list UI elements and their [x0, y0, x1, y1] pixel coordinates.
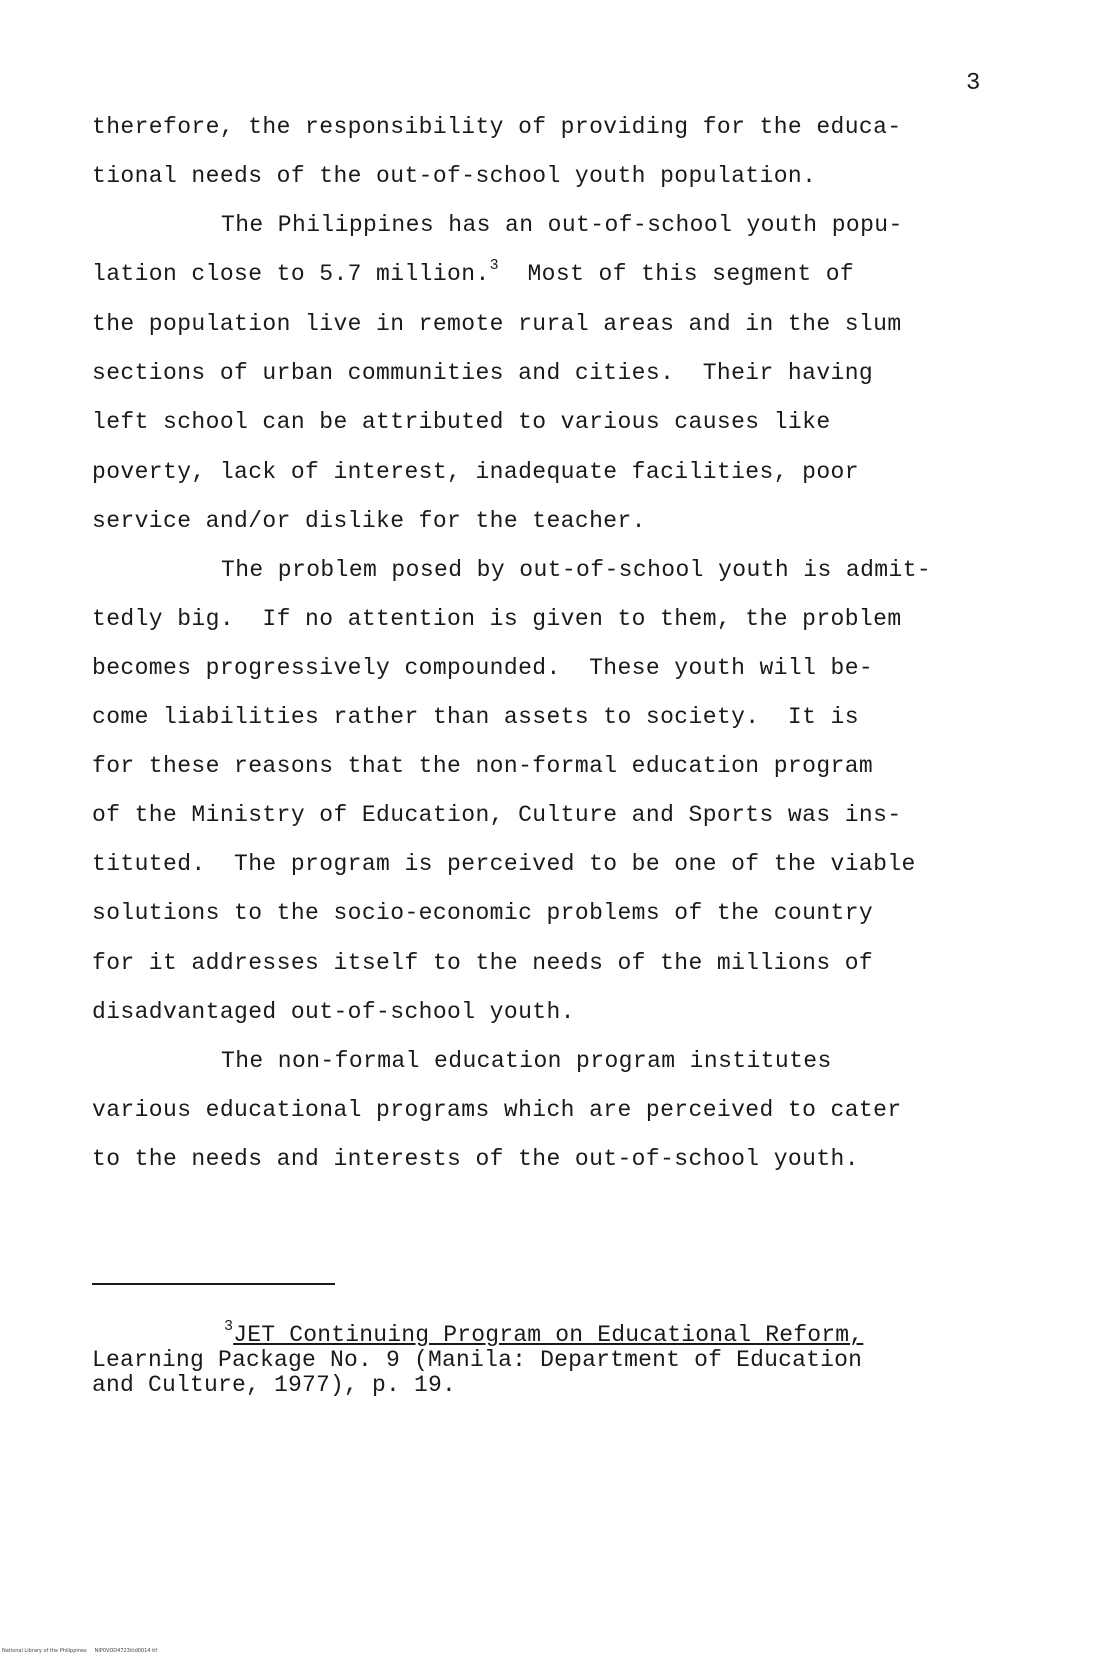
body-line: come liabilities rather than assets to society. It is: [92, 704, 859, 730]
body-line: service and/or dislike for the teacher.: [92, 508, 646, 534]
body-line: tedly big. If no attention is given to them, the problem: [92, 606, 902, 632]
body-line: left school can be attributed to various causes like: [92, 409, 831, 435]
body-line: of the Ministry of Education, Culture and Sports was ins-: [92, 802, 902, 828]
body-line: [92, 257, 855, 287]
body-line: becomes progressively compounded. These youth will be-: [92, 655, 874, 681]
paragraph-start-line: The Philippines has an out-of-school youth popu-: [221, 212, 903, 238]
scan-footer-label: National Library of the Philippines NIP0VOD4723itid0014 tif: [2, 1648, 158, 1654]
body-line: to the needs and interests of the out-of-school youth.: [92, 1146, 859, 1172]
body-line: various educational programs which are perceived to cater: [92, 1097, 902, 1123]
body-line: sections of urban communities and cities. Their having: [92, 360, 874, 386]
body-line: poverty, lack of interest, inadequate facilities, poor: [92, 459, 859, 485]
body-line: for it addresses itself to the needs of the millions of: [92, 950, 874, 976]
body-line: for these reasons that the non-formal education program: [92, 753, 874, 779]
body-line: tituted. The program is perceived to be one of the viable: [92, 851, 916, 877]
footnote-divider: [92, 1283, 335, 1285]
paragraph-start-line: The problem posed by out-of-school youth is admit-: [221, 557, 932, 583]
footnote-reference: 3: [489, 257, 500, 274]
body-line: therefore, the responsibility of providing for the educa-: [92, 114, 902, 140]
footnote-marker: 3: [224, 1318, 234, 1335]
footnote-line: [224, 1318, 864, 1348]
body-line: disadvantaged out-of-school youth.: [92, 999, 575, 1025]
footnote-title: JET Continuing Program on Educational Reform,: [233, 1322, 864, 1348]
body-line: the population live in remote rural areas and in the slum: [92, 311, 902, 337]
body-line-text: Most of this segment of: [499, 261, 855, 287]
paragraph-start-line: The non-formal education program institutes: [221, 1048, 832, 1074]
footnote-line: and Culture, 1977), p. 19.: [92, 1372, 457, 1398]
page-number: 3: [966, 70, 981, 97]
body-line-text: lation close to 5.7 million.: [92, 261, 490, 287]
body-line: tional needs of the out-of-school youth population.: [92, 163, 817, 189]
body-line: solutions to the socio-economic problems of the country: [92, 900, 874, 926]
footnote-line: Learning Package No. 9 (Manila: Department of Education: [92, 1347, 863, 1373]
